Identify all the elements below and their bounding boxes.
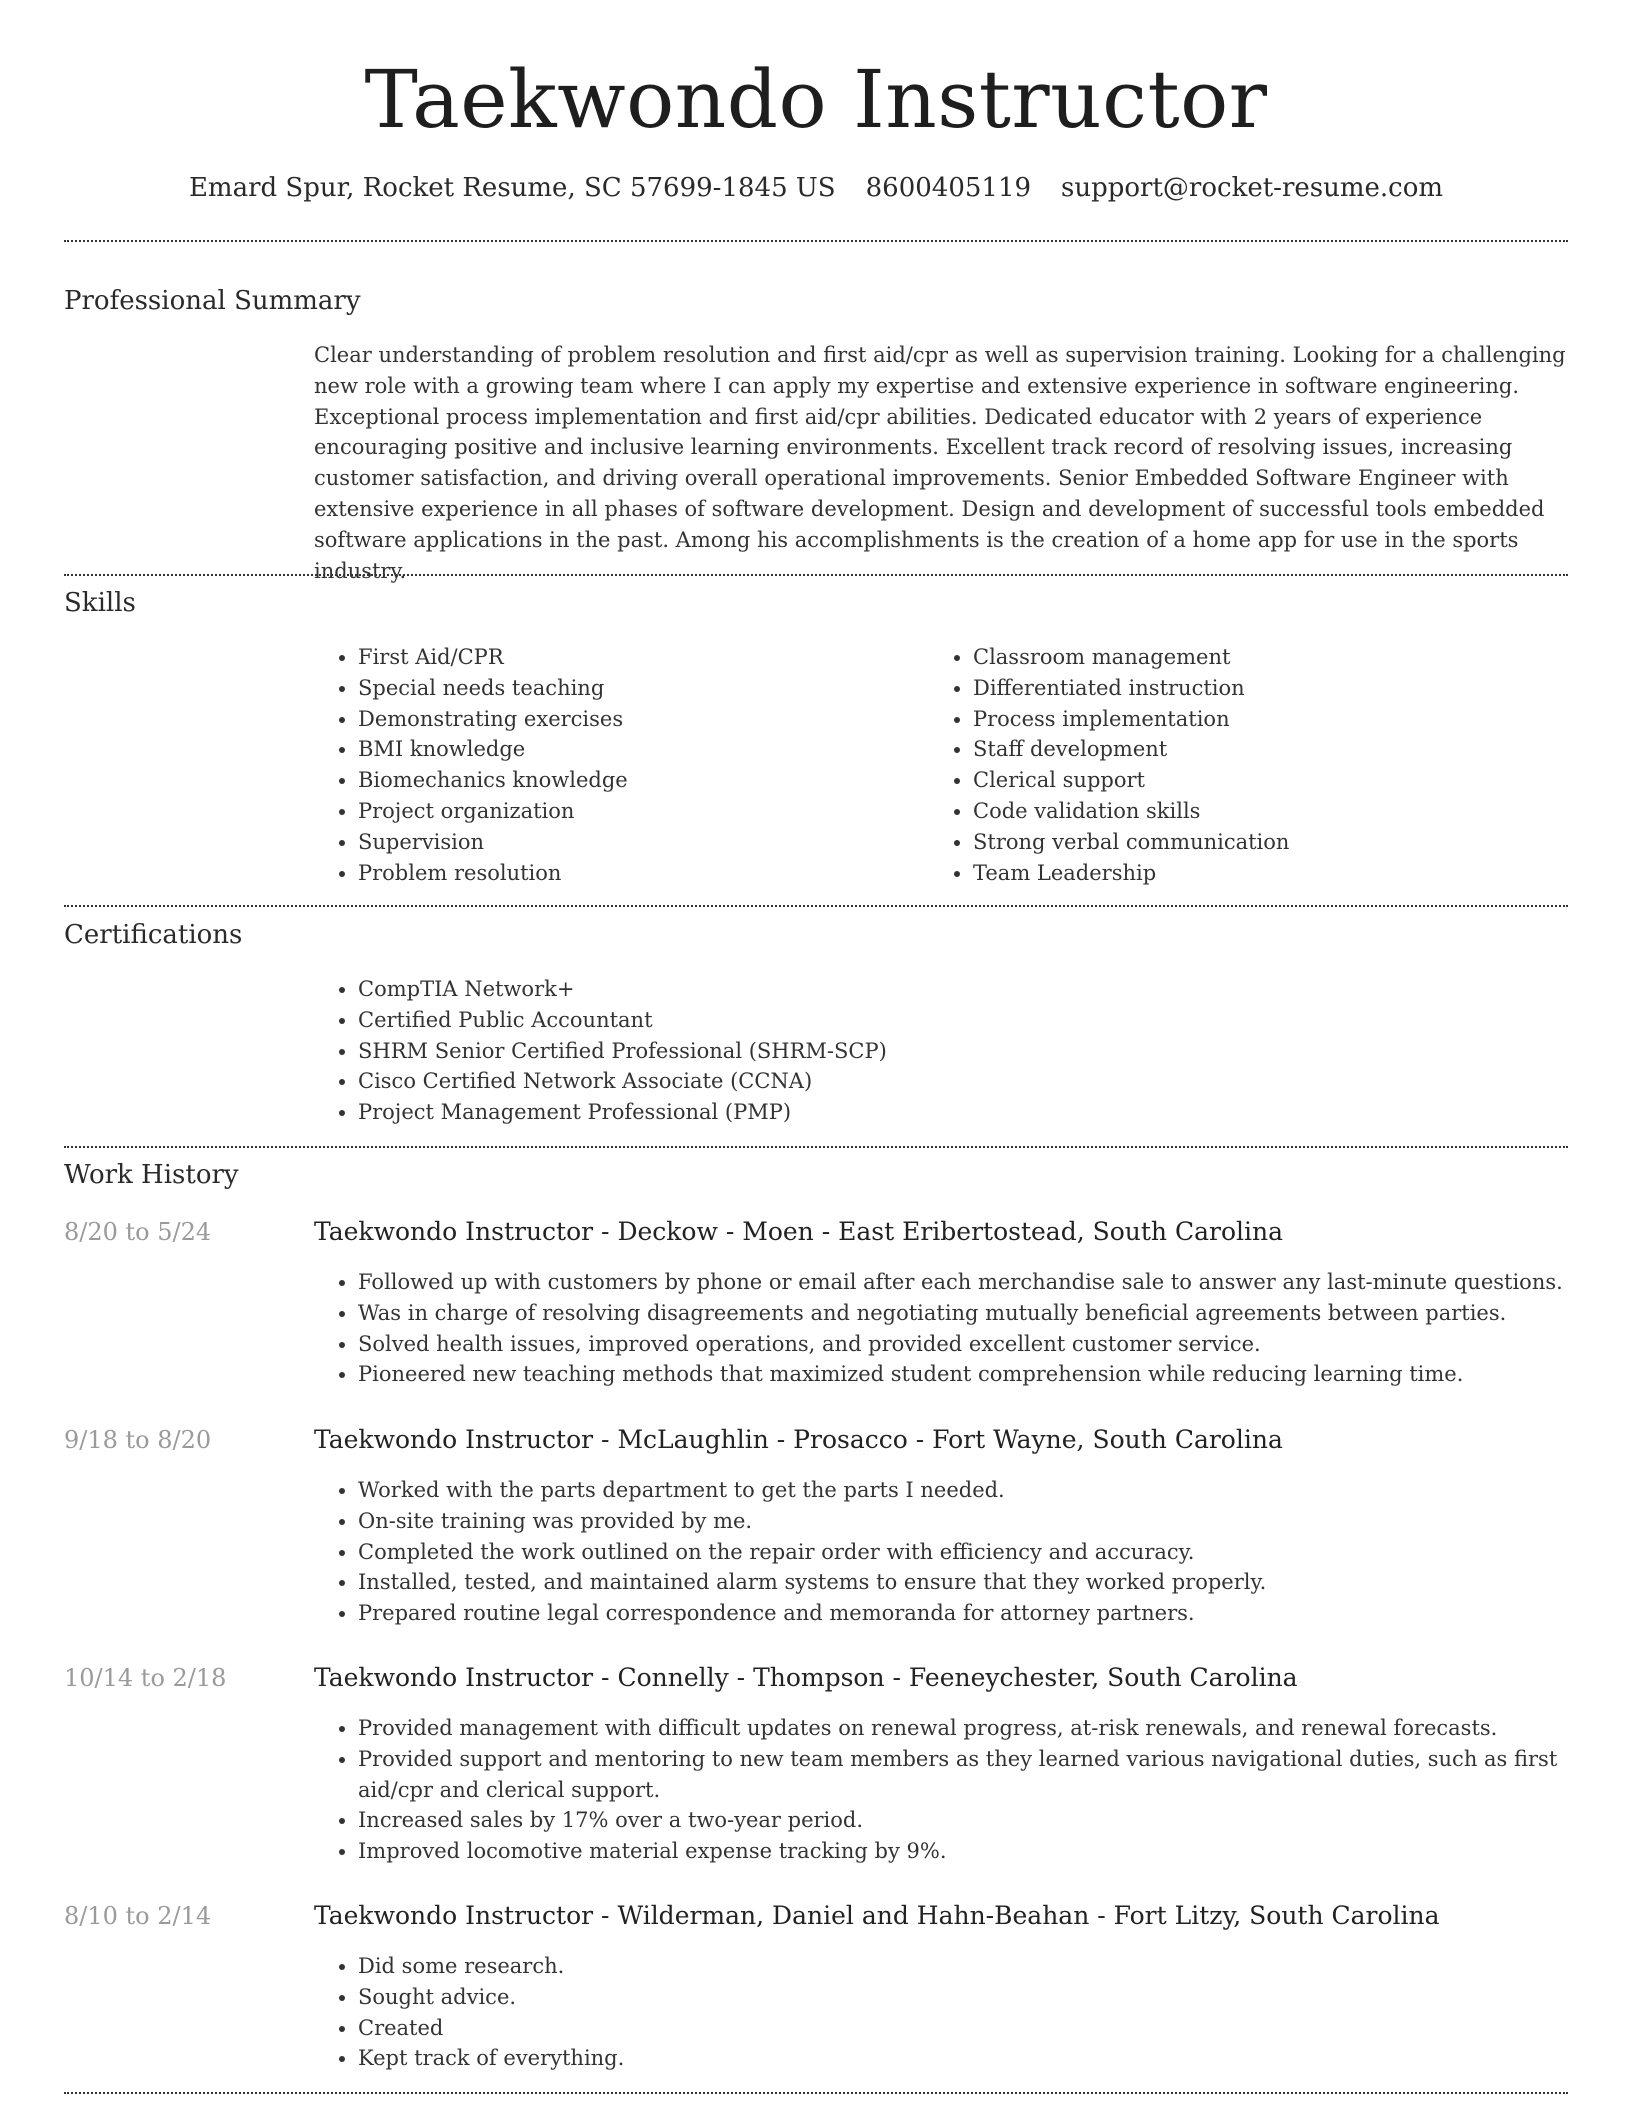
job-bullet: • Sought advice. bbox=[358, 1982, 1612, 2013]
job-bullet: • Solved health issues, improved operations, and provided excellent customer service. bbox=[358, 1329, 1612, 1360]
candidate-name: Taekwondo Instructor bbox=[364, 53, 1268, 146]
skill-item: • Classroom management bbox=[973, 642, 1573, 673]
skill-item: • Differentiated instruction bbox=[973, 673, 1573, 704]
work-history-heading: Work History bbox=[64, 1160, 239, 1190]
divider bbox=[64, 2092, 1568, 2094]
job-bullet: • Provided management with difficult updates on renewal progress, at-risk renewals, and renewal forecasts. bbox=[358, 1713, 1612, 1744]
job-bullet: • Did some research. bbox=[358, 1951, 1612, 1982]
job-company: McLaughlin - Prosacco - Fort Wayne, South Carolina bbox=[617, 1425, 1283, 1454]
certification-item: • CompTIA Network+ bbox=[358, 974, 1558, 1005]
job-company: Wilderman, Daniel and Hahn-Beahan - Fort Litzy, South Carolina bbox=[617, 1901, 1440, 1930]
skills-list-right bbox=[929, 642, 1573, 888]
job-title: Taekwondo Instructor bbox=[314, 1663, 594, 1692]
certification-item: • SHRM Senior Certified Professional (SHRM-SCP) bbox=[358, 1036, 1558, 1067]
job-bullet: • Worked with the parts department to get the parts I needed. bbox=[358, 1475, 1612, 1506]
skill-item: • Code validation skills bbox=[973, 796, 1573, 827]
certification-item: • Cisco Certified Network Associate (CCNA) bbox=[358, 1066, 1558, 1097]
job-title: Taekwondo Instructor bbox=[314, 1425, 594, 1454]
divider bbox=[64, 905, 1568, 907]
skill-item: • Strong verbal communication bbox=[973, 827, 1573, 858]
skill-item: • First Aid/CPR bbox=[358, 642, 918, 673]
job-dates: 10/14 to 2/18 bbox=[64, 1664, 227, 1692]
job-bullets bbox=[314, 1713, 1612, 1867]
skill-item: • Demonstrating exercises bbox=[358, 704, 918, 735]
job-heading: Taekwondo Instructor - Connelly - Thompson - Feeneychester, South Carolina bbox=[314, 1663, 1298, 1692]
address: Emard Spur, Rocket Resume, SC 57699-1845 US bbox=[188, 173, 836, 203]
job-bullet: • Improved locomotive material expense tracking by 9%. bbox=[358, 1836, 1612, 1867]
job-dates: 8/10 to 2/14 bbox=[64, 1902, 212, 1930]
skill-item: • Problem resolution bbox=[358, 858, 918, 889]
job-bullet: • On-site training was provided by me. bbox=[358, 1506, 1612, 1537]
certifications-list bbox=[314, 974, 1558, 1128]
job-dates: 8/20 to 5/24 bbox=[64, 1218, 212, 1246]
job-bullet: • Installed, tested, and maintained alarm systems to ensure that they worked properly. bbox=[358, 1567, 1612, 1598]
job-company: Deckow - Moen - East Eribertostead, South Carolina bbox=[617, 1217, 1284, 1246]
skill-item: • Clerical support bbox=[973, 765, 1573, 796]
skill-item: • Staff development bbox=[973, 734, 1573, 765]
job-bullets bbox=[314, 1475, 1612, 1629]
summary-heading: Professional Summary bbox=[64, 286, 361, 316]
certifications-heading: Certifications bbox=[64, 920, 243, 950]
job-bullet: • Created bbox=[358, 2013, 1612, 2044]
job-heading: Taekwondo Instructor - Deckow - Moen - East Eribertostead, South Carolina bbox=[314, 1217, 1284, 1246]
skill-item: • BMI knowledge bbox=[358, 734, 918, 765]
divider bbox=[64, 1146, 1568, 1148]
skill-item: • Supervision bbox=[358, 827, 918, 858]
job-bullets bbox=[314, 1267, 1612, 1390]
skill-item: • Project organization bbox=[358, 796, 918, 827]
job-bullet: • Was in charge of resolving disagreements and negotiating mutually beneficial agreements between parties. bbox=[358, 1298, 1612, 1329]
skills-list-left bbox=[314, 642, 918, 888]
certification-item: • Certified Public Accountant bbox=[358, 1005, 1558, 1036]
job-bullet: • Kept track of everything. bbox=[358, 2043, 1612, 2074]
job-bullet: • Prepared routine legal correspondence and memoranda for attorney partners. bbox=[358, 1598, 1612, 1629]
job-title: Taekwondo Instructor bbox=[314, 1901, 594, 1930]
skill-item: • Process implementation bbox=[973, 704, 1573, 735]
job-dates: 9/18 to 8/20 bbox=[64, 1426, 212, 1454]
job-bullets bbox=[314, 1951, 1612, 2074]
contact-line bbox=[0, 170, 1632, 206]
job-bullet: • Increased sales by 17% over a two-year period. bbox=[358, 1805, 1612, 1836]
divider bbox=[64, 574, 1568, 576]
job-title: Taekwondo Instructor bbox=[314, 1217, 594, 1246]
job-company: Connelly - Thompson - Feeneychester, South Carolina bbox=[617, 1663, 1298, 1692]
summary-text: Clear understanding of problem resolution and first aid/cpr as well as supervision training. Looking for a challenging new role with a growing team where I can apply my expertise and extensive experience in software engineering. Exceptional process implementation and first aid/cpr abilities. Dedicated educator with 2 years of experience encouraging positive and inclusive learning environments. Excellent track record of resolving issues, increasing customer satisfaction, and driving overall operational improvements. Senior Embedded Software Engineer with extensive experience in all phases of software development. Design and development of successful tools embedded software applications in the past. Among his accomplishments is the creation of a home app for use in the sports industry. bbox=[314, 343, 1566, 583]
job-heading: Taekwondo Instructor - McLaughlin - Prosacco - Fort Wayne, South Carolina bbox=[314, 1425, 1283, 1454]
job-bullet: • Completed the work outlined on the repair order with efficiency and accuracy. bbox=[358, 1537, 1612, 1568]
phone-number: 8600405119 bbox=[865, 173, 1032, 203]
skill-item: • Biomechanics knowledge bbox=[358, 765, 918, 796]
job-bullet: • Followed up with customers by phone or email after each merchandise sale to answer any last-minute questions. bbox=[358, 1267, 1612, 1298]
divider bbox=[64, 240, 1568, 242]
job-bullet: • Pioneered new teaching methods that maximized student comprehension while reducing learning time. bbox=[358, 1359, 1612, 1390]
certification-item: • Project Management Professional (PMP) bbox=[358, 1097, 1558, 1128]
job-heading: Taekwondo Instructor - Wilderman, Daniel and Hahn-Beahan - Fort Litzy, South Carolina bbox=[314, 1901, 1440, 1930]
skill-item: • Special needs teaching bbox=[358, 673, 918, 704]
job-bullet: • Provided support and mentoring to new team members as they learned various navigational duties, such as first aid/cpr and clerical support. bbox=[358, 1744, 1612, 1806]
email-address: support@rocket-resume.com bbox=[1061, 173, 1444, 203]
skill-item: • Team Leadership bbox=[973, 858, 1573, 889]
skills-heading: Skills bbox=[64, 588, 136, 618]
